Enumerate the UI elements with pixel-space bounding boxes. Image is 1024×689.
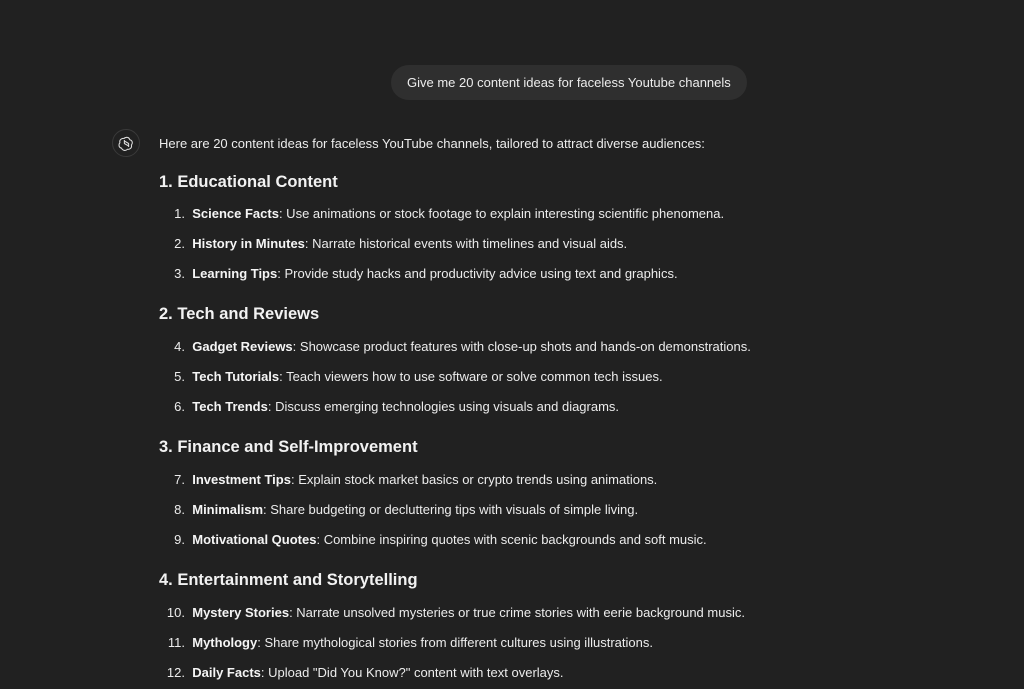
item-body — [185, 634, 653, 652]
item-desc: : Discuss emerging technologies using visuals and diagrams. — [267, 399, 620, 414]
item-body — [185, 338, 751, 356]
list-item — [159, 398, 799, 416]
list-item — [159, 604, 799, 622]
item-body — [185, 531, 707, 549]
item-body — [185, 471, 657, 489]
list-item — [159, 664, 799, 682]
section-tech — [159, 303, 799, 416]
item-desc: : Narrate historical events with timelines and visual aids. — [304, 236, 628, 251]
list-item — [159, 531, 799, 549]
item-term: Daily Facts — [192, 665, 261, 680]
item-number: 10. — [166, 605, 185, 620]
assistant-response — [159, 135, 799, 682]
item-body — [185, 265, 678, 283]
section-title: 3. Finance and Self-Improvement — [159, 438, 418, 456]
item-number: 2. — [174, 236, 185, 251]
item-term: Gadget Reviews — [192, 339, 293, 354]
item-term: History in Minutes — [192, 236, 305, 251]
section-title: 4. Entertainment and Storytelling — [159, 571, 418, 589]
list-item — [159, 471, 799, 489]
item-body — [185, 205, 724, 223]
item-number: 9. — [174, 532, 185, 547]
item-body — [185, 664, 564, 682]
item-body — [185, 235, 627, 253]
item-desc: : Use animations or stock footage to explain interesting scientific phenomena. — [278, 206, 725, 221]
item-desc: : Upload "Did You Know?" content with text overlays. — [260, 665, 564, 680]
section-finance — [159, 436, 799, 549]
item-desc: : Narrate unsolved mysteries or true crime stories with eerie background music. — [289, 605, 745, 620]
list-item — [159, 634, 799, 652]
item-number: 7. — [174, 472, 185, 487]
list-item — [159, 368, 799, 386]
item-desc: : Provide study hacks and productivity advice using text and graphics. — [277, 266, 678, 281]
item-number: 8. — [174, 502, 185, 517]
item-number: 1. — [174, 206, 185, 221]
response-intro: Here are 20 content ideas for faceless YouTube channels, tailored to attract diverse audiences: — [159, 136, 705, 151]
list-item — [159, 205, 799, 223]
user-message-text: Give me 20 content ideas for faceless Youtube channels — [407, 75, 731, 90]
item-term: Motivational Quotes — [192, 532, 317, 547]
section-title: 2. Tech and Reviews — [159, 305, 320, 323]
item-term: Mythology — [192, 635, 258, 650]
section-title: 1. Educational Content — [159, 173, 338, 191]
list-item — [159, 338, 799, 356]
item-desc: : Share mythological stories from different cultures using illustrations. — [257, 635, 653, 650]
item-number: 4. — [174, 339, 185, 354]
item-desc: : Explain stock market basics or crypto trends using animations. — [290, 472, 658, 487]
section-entertainment — [159, 569, 799, 682]
item-desc: : Combine inspiring quotes with scenic backgrounds and soft music. — [316, 532, 707, 547]
openai-logo-icon — [118, 135, 135, 152]
list-item — [159, 501, 799, 519]
item-term: Investment Tips — [192, 472, 291, 487]
item-number: 3. — [174, 266, 185, 281]
item-term: Tech Trends — [192, 399, 268, 414]
section-educational — [159, 171, 799, 283]
item-body — [185, 398, 619, 416]
user-message-bubble — [391, 65, 747, 100]
item-body — [185, 501, 638, 519]
item-desc: : Teach viewers how to use software or solve common tech issues. — [279, 369, 663, 384]
assistant-avatar — [112, 129, 140, 157]
item-number: 12. — [166, 665, 185, 680]
item-term: Learning Tips — [192, 266, 278, 281]
list-item — [159, 265, 799, 283]
item-term: Mystery Stories — [192, 605, 290, 620]
item-desc: : Showcase product features with close-up shots and hands-on demonstrations. — [292, 339, 751, 354]
item-term: Tech Tutorials — [192, 369, 280, 384]
item-body — [185, 368, 663, 386]
item-number: 11. — [167, 635, 185, 650]
item-term: Science Facts — [192, 206, 279, 221]
item-body — [185, 604, 745, 622]
list-item — [159, 235, 799, 253]
item-term: Minimalism — [192, 502, 264, 517]
item-number: 5. — [174, 369, 185, 384]
item-desc: : Share budgeting or decluttering tips with visuals of simple living. — [263, 502, 639, 517]
item-number: 6. — [174, 399, 185, 414]
